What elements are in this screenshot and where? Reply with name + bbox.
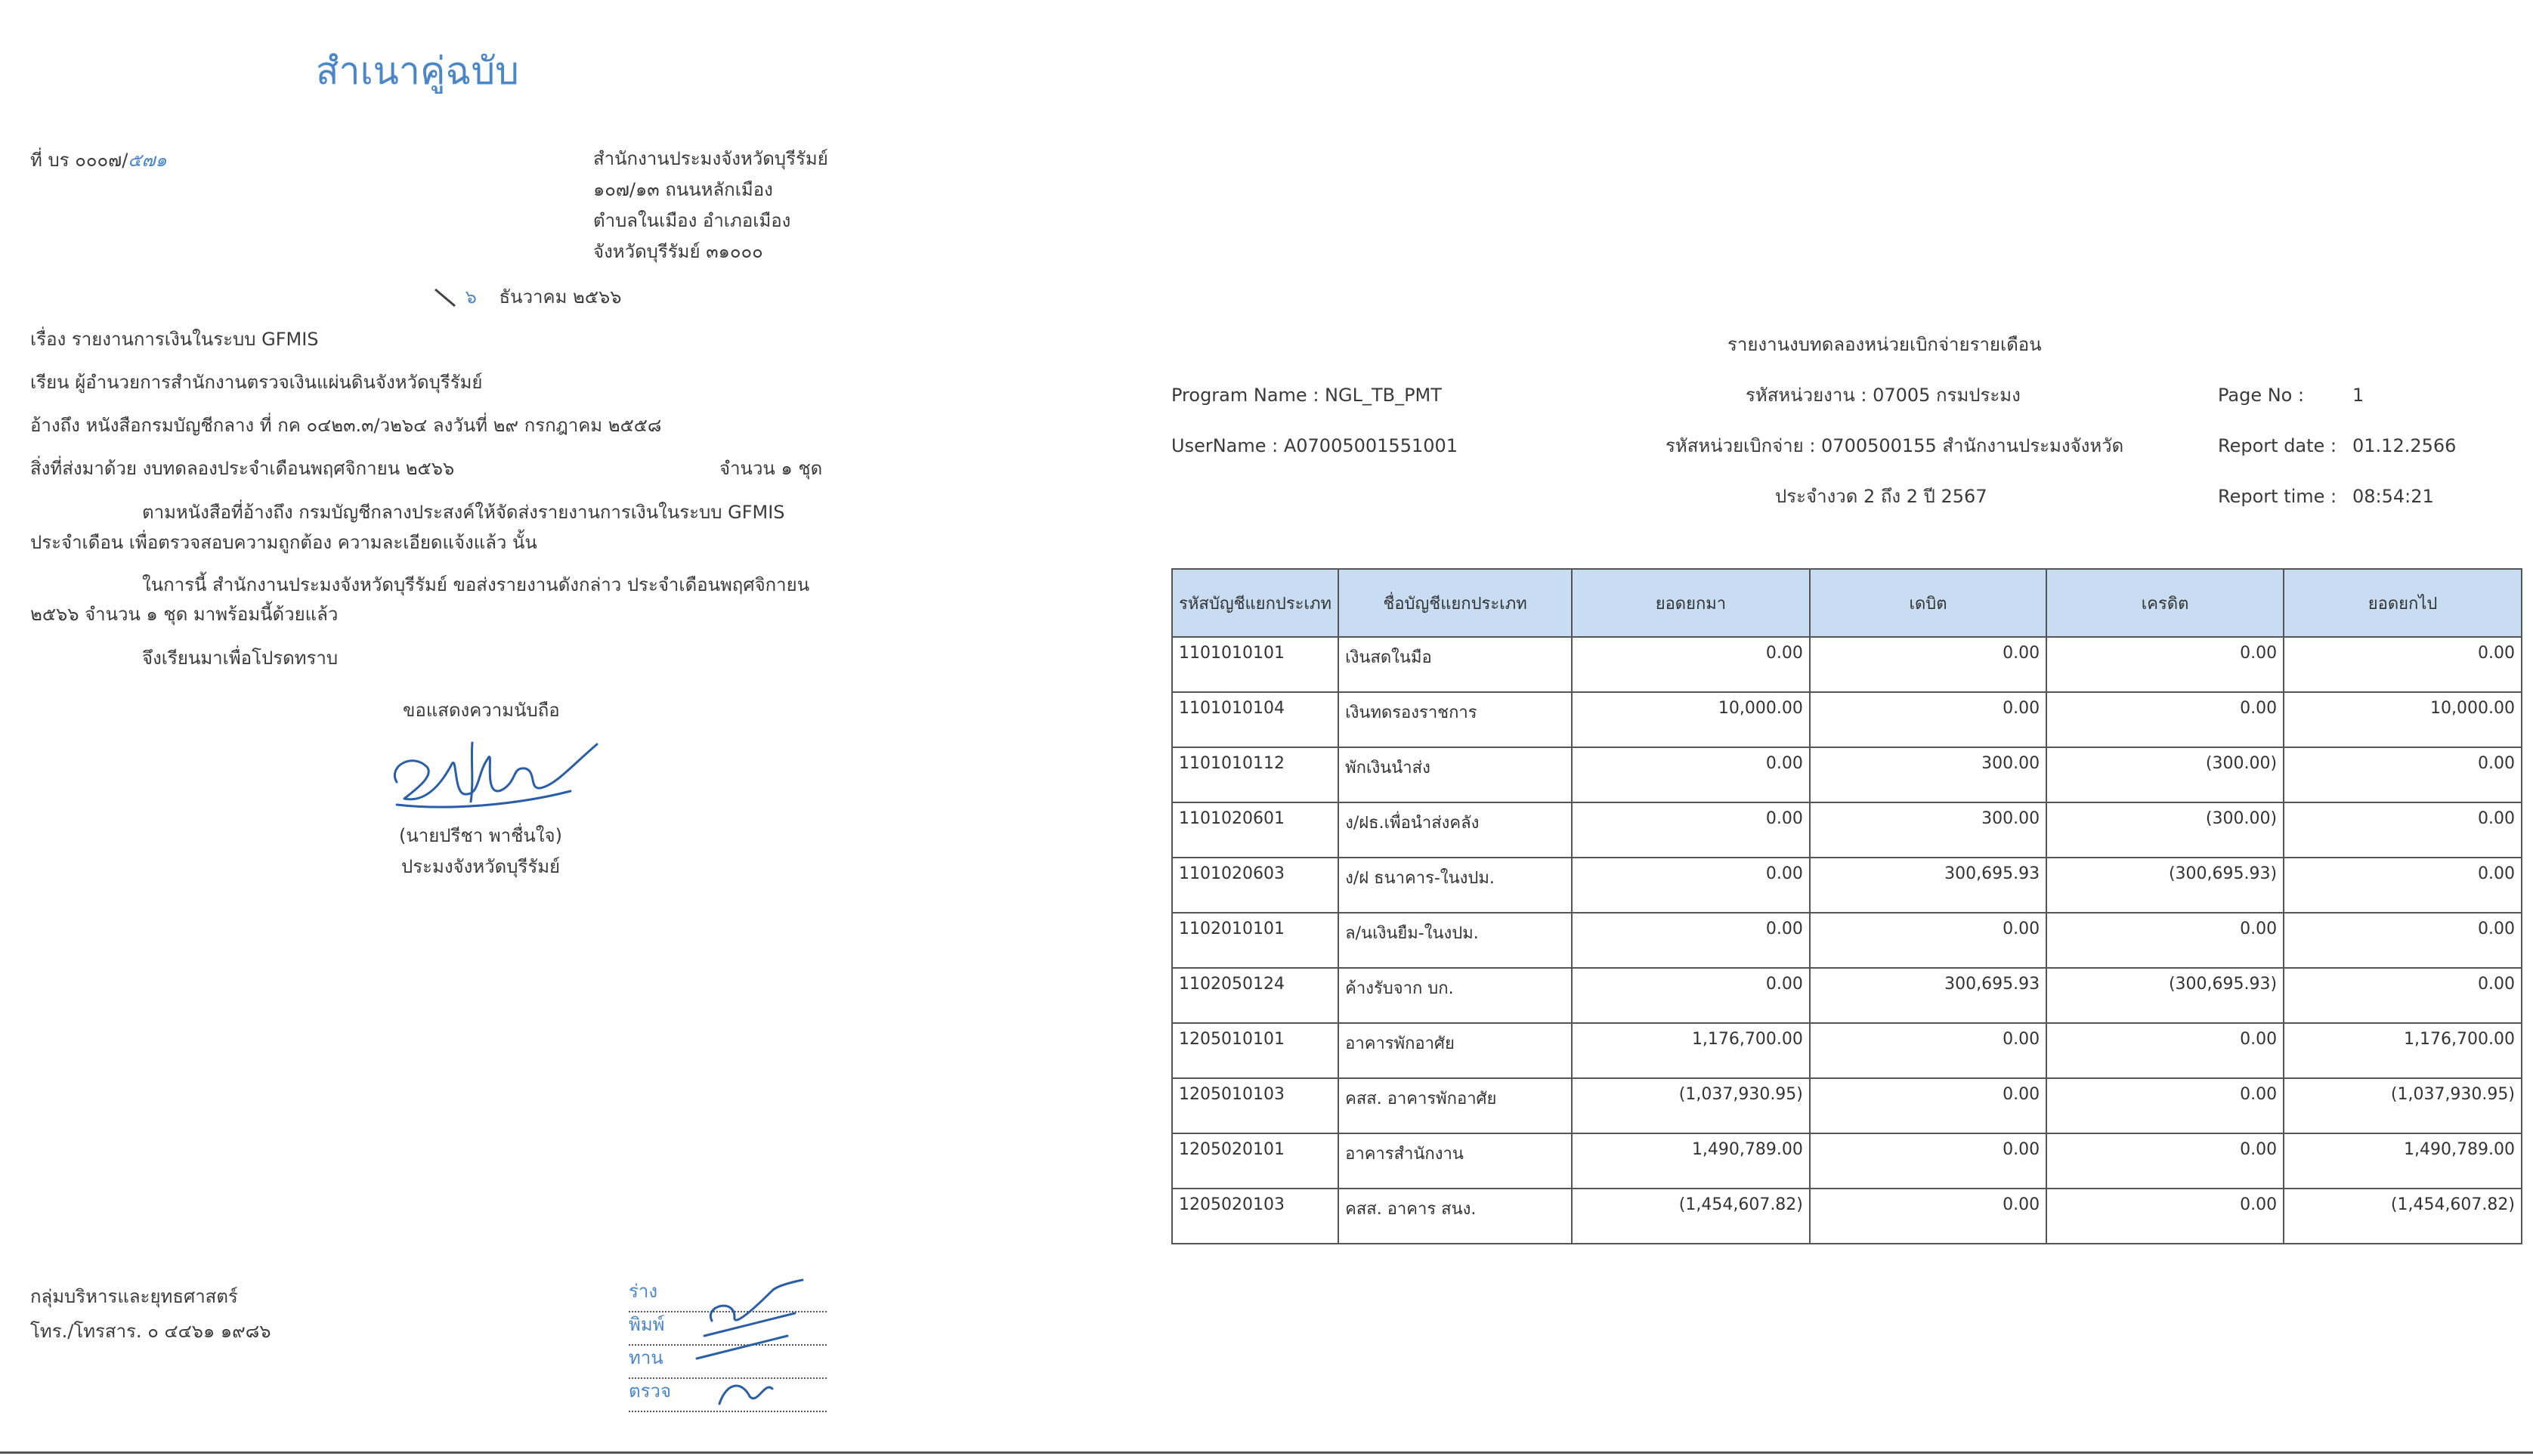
signer-name: (นายปรีชา พาชื่นใจ) — [399, 825, 562, 846]
account-code: 1205020103 — [1172, 1189, 1338, 1244]
credit: 0.00 — [2046, 692, 2284, 747]
credit: (300,695.93) — [2046, 968, 2284, 1023]
table-row — [1172, 858, 2522, 913]
document-number-prefix: ที่ บร ๐๐๐๗/ — [30, 150, 128, 171]
table-row — [1172, 692, 2522, 747]
opening-balance: 1,490,789.00 — [1572, 1133, 1810, 1189]
department-name: กลุ่มบริหารและยุทธศาสตร์ — [30, 1286, 238, 1307]
column-header-debit: เดบิต — [1810, 569, 2046, 637]
table-row — [1172, 1023, 2522, 1078]
sender-line: ๑๐๗/๑๓ ถนนหลักเมือง — [593, 179, 773, 200]
account-code: 1101010104 — [1172, 692, 1338, 747]
report-date-value: 01.12.2566 — [2352, 435, 2457, 456]
opening-balance: 0.00 — [1572, 802, 1810, 858]
debit: 300,695.93 — [1810, 968, 2046, 1023]
table-row — [1172, 637, 2522, 692]
sender-line: จังหวัดบุรีรัมย์ ๓๑๐๐๐ — [593, 241, 763, 262]
report-username: UserName : A07005001551001 — [1171, 435, 1458, 456]
table-row — [1172, 968, 2522, 1023]
credit: (300,695.93) — [2046, 858, 2284, 913]
report-program-name: Program Name : NGL_TB_PMT — [1171, 385, 1442, 406]
opening-balance: 10,000.00 — [1572, 692, 1810, 747]
debit: 0.00 — [1810, 913, 2046, 968]
debit: 0.00 — [1810, 1023, 2046, 1078]
opening-balance: 0.00 — [1572, 637, 1810, 692]
opening-balance: (1,037,930.95) — [1572, 1078, 1810, 1133]
debit: 0.00 — [1810, 692, 2046, 747]
account-code: 1102050124 — [1172, 968, 1338, 1023]
table-row — [1172, 802, 2522, 858]
opening-balance: 0.00 — [1572, 747, 1810, 802]
closing-balance: 1,176,700.00 — [2284, 1023, 2522, 1078]
report-time-label: Report time : — [2218, 486, 2337, 507]
closing-balance: 1,490,789.00 — [2284, 1133, 2522, 1189]
date-day-handwritten: ๖ — [465, 286, 477, 308]
credit: 0.00 — [2046, 637, 2284, 692]
opening-balance: 0.00 — [1572, 968, 1810, 1023]
debit: 300,695.93 — [1810, 858, 2046, 913]
report-agency-code: รหัสหน่วยงาน : 07005 กรมประมง — [1746, 385, 2021, 406]
letter-reference: อ้างถึง หนังสือกรมบัญชีกลาง ที่ กค ๐๔๒๓.๓/ว๒๖๔ ลงวันที่ ๒๙ กรกฎาคม ๒๕๕๘ — [30, 415, 662, 436]
table-row — [1172, 747, 2522, 802]
enclosure-quantity: จำนวน ๑ ชุด — [719, 458, 823, 479]
closing-balance: 0.00 — [2284, 858, 2522, 913]
column-header-closing-balance: ยอดยกไป — [2284, 569, 2522, 637]
signer-title: ประมงจังหวัดบุรีรัมย์ — [401, 856, 561, 877]
letter-subject: เรื่อง รายงานการเงินในระบบ GFMIS — [30, 329, 319, 350]
initial-typed-label: พิมพ์ — [629, 1312, 827, 1346]
opening-balance: (1,454,607.82) — [1572, 1189, 1810, 1244]
table-row — [1172, 913, 2522, 968]
column-header-account-name: ชื่อบัญชีแยกประเภท — [1338, 569, 1572, 637]
closing-balance: 0.00 — [2284, 913, 2522, 968]
initials-signature-image — [689, 1275, 810, 1411]
report-date-label: Report date : — [2218, 435, 2337, 456]
closing-salutation: ขอแสดงความนับถือ — [403, 700, 560, 721]
account-code: 1101010101 — [1172, 637, 1338, 692]
account-code: 1101020601 — [1172, 802, 1338, 858]
account-name: คสส. อาคารพักอาศัย — [1338, 1078, 1572, 1133]
paragraph-2-line-1: ในการนี้ สำนักงานประมงจังหวัดบุรีรัมย์ ขอส่งรายงานดังกล่าว ประจำเดือนพฤศจิกายน — [142, 574, 810, 595]
trial-balance-table — [1171, 568, 2522, 1244]
date-month-year: ธันวาคม ๒๕๖๖ — [499, 286, 622, 308]
account-code: 1205010103 — [1172, 1078, 1338, 1133]
department-phone: โทร./โทรสาร. ๐ ๔๔๖๑ ๑๙๘๖ — [30, 1321, 271, 1342]
account-code: 1101020603 — [1172, 858, 1338, 913]
closing-balance: 0.00 — [2284, 802, 2522, 858]
credit: 0.00 — [2046, 1023, 2284, 1078]
letter-enclosure: สิ่งที่ส่งมาด้วย งบทดลองประจำเดือนพฤศจิกายน ๒๕๖๖ — [30, 458, 455, 479]
letter-recipient: เรียน ผู้อำนวยการสำนักงานตรวจเงินแผ่นดินจังหวัดบุรีรัมย์ — [30, 372, 483, 393]
debit: 0.00 — [1810, 1078, 2046, 1133]
account-name: คสส. อาคาร สนง. — [1338, 1189, 1572, 1244]
report-title: รายงานงบทดลองหน่วยเบิกจ่ายรายเดือน — [1727, 334, 2042, 355]
account-name: ค้างรับจาก บก. — [1338, 968, 1572, 1023]
credit: 0.00 — [2046, 1189, 2284, 1244]
document-number — [30, 148, 167, 172]
column-header-credit: เครดิต — [2046, 569, 2284, 637]
letter-date — [432, 285, 621, 309]
report-page-no-value: 1 — [2352, 385, 2364, 406]
paragraph-1-line-2: ประจำเดือน เพื่อตรวจสอบความถูกต้อง ความละเอียดแจ้งแล้ว นั้น — [30, 532, 537, 553]
opening-balance: 1,176,700.00 — [1572, 1023, 1810, 1078]
debit: 300.00 — [1810, 802, 2046, 858]
initial-checked-label: ตรวจ — [629, 1379, 827, 1412]
account-name: เงินทดรองราชการ — [1338, 692, 1572, 747]
table-header-row — [1172, 569, 2522, 637]
debit: 0.00 — [1810, 1189, 2046, 1244]
account-code: 1101010112 — [1172, 747, 1338, 802]
closing-balance: (1,454,607.82) — [2284, 1189, 2522, 1244]
report-period: ประจำงวด 2 ถึง 2 ปี 2567 — [1775, 486, 1987, 507]
column-header-opening-balance: ยอดยกมา — [1572, 569, 1810, 637]
opening-balance: 0.00 — [1572, 913, 1810, 968]
account-name: เงินสดในมือ — [1338, 637, 1572, 692]
closing-balance: 0.00 — [2284, 968, 2522, 1023]
sender-line: สำนักงานประมงจังหวัดบุรีรัมย์ — [593, 148, 828, 169]
closing-balance: (1,037,930.95) — [2284, 1078, 2522, 1133]
closing-request: จึงเรียนมาเพื่อโปรดทราบ — [142, 648, 339, 669]
credit: (300.00) — [2046, 802, 2284, 858]
account-name: อาคารพักอาศัย — [1338, 1023, 1572, 1078]
closing-balance: 0.00 — [2284, 747, 2522, 802]
report-disbursing-unit: รหัสหน่วยเบิกจ่าย : 0700500155 สำนักงานประมงจังหวัด — [1665, 435, 2124, 456]
table-row — [1172, 1133, 2522, 1189]
copy-stamp: สำเนาคู่ฉบับ — [316, 49, 519, 93]
account-name: อาคารสำนักงาน — [1338, 1133, 1572, 1189]
account-code: 1102010101 — [1172, 913, 1338, 968]
paragraph-2-line-2: ๒๕๖๖ จำนวน ๑ ชุด มาพร้อมนี้ด้วยแล้ว — [30, 604, 339, 625]
column-header-account-code: รหัสบัญชีแยกประเภท — [1172, 569, 1338, 637]
document-number-handwritten: ๕๗๑ — [128, 150, 167, 171]
credit: (300.00) — [2046, 747, 2284, 802]
signature-image — [382, 729, 608, 812]
date-handwritten-mark — [432, 286, 459, 309]
closing-balance: 0.00 — [2284, 637, 2522, 692]
report-time-value: 08:54:21 — [2352, 486, 2434, 507]
initial-draft-label: ร่าง — [629, 1279, 827, 1312]
account-code: 1205020101 — [1172, 1133, 1338, 1189]
credit: 0.00 — [2046, 1078, 2284, 1133]
table-row — [1172, 1189, 2522, 1244]
account-name: ง/ฝธ.เพื่อนำส่งคลัง — [1338, 802, 1572, 858]
opening-balance: 0.00 — [1572, 858, 1810, 913]
sender-line: ตำบลในเมือง อำเภอเมือง — [593, 210, 791, 231]
report-page-no-label: Page No : — [2218, 385, 2305, 406]
account-code: 1205010101 — [1172, 1023, 1338, 1078]
table-row — [1172, 1078, 2522, 1133]
sender-address — [593, 147, 828, 270]
account-name: ล/นเงินยืม-ในงปม. — [1338, 913, 1572, 968]
initial-proofread-label: ทาน — [629, 1346, 827, 1379]
credit: 0.00 — [2046, 913, 2284, 968]
paragraph-1-line-1: ตามหนังสือที่อ้างถึง กรมบัญชีกลางประสงค์ให้จัดส่งรายงานการเงินในระบบ GFMIS — [142, 502, 785, 523]
credit: 0.00 — [2046, 1133, 2284, 1189]
debit: 300.00 — [1810, 747, 2046, 802]
debit: 0.00 — [1810, 1133, 2046, 1189]
account-name: พักเงินนำส่ง — [1338, 747, 1572, 802]
debit: 0.00 — [1810, 637, 2046, 692]
account-name: ง/ฝ ธนาคาร-ในงปม. — [1338, 858, 1572, 913]
bottom-edge-line — [0, 1451, 2533, 1454]
closing-balance: 10,000.00 — [2284, 692, 2522, 747]
